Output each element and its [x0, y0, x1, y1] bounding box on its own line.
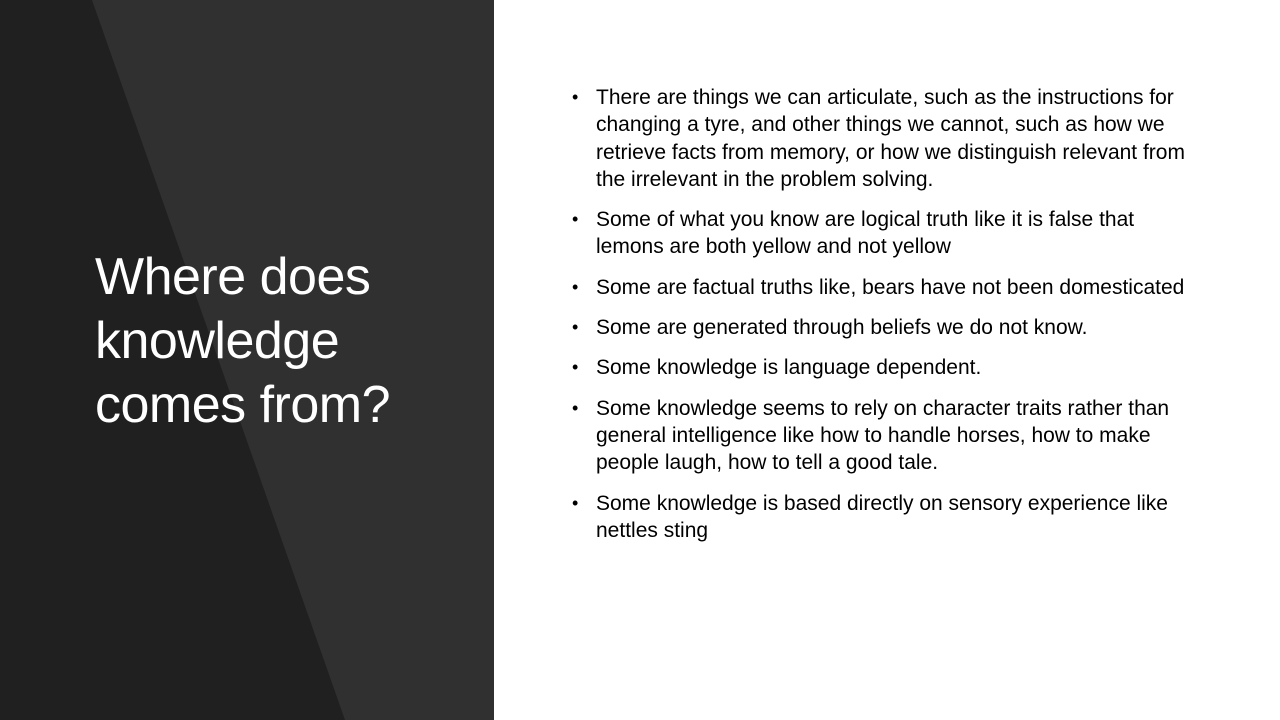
bullet-text: Some are factual truths like, bears have not been domesticated: [596, 275, 1185, 299]
bullet-item: [572, 490, 1202, 545]
bullet-list: [572, 84, 1202, 557]
bullet-item: [572, 274, 1202, 301]
bullet-dot-icon: •: [572, 357, 579, 378]
bullet-text: Some of what you know are logical truth like it is false that lemons are both yellow and not yellow: [596, 208, 1135, 259]
slide-title: [95, 245, 475, 437]
bullet-item: [572, 395, 1202, 477]
bullet-text: Some knowledge is based directly on sensory experience like nettles sting: [596, 491, 1168, 542]
slide-title-line-3: comes from?: [95, 376, 391, 434]
bullet-text: Some are generated through beliefs we do not know.: [596, 316, 1088, 340]
bullet-item: [572, 354, 1202, 381]
slide-title-line-1: Where does: [95, 248, 371, 306]
bullet-text: Some knowledge is language dependent.: [596, 356, 982, 380]
bullet-item: [572, 206, 1202, 261]
bullet-dot-icon: •: [572, 317, 579, 338]
title-panel: [0, 0, 494, 720]
bullet-item: [572, 314, 1202, 341]
bullet-text: Some knowledge seems to rely on character traits rather than general intelligence like how to handle horses, how to make people laugh, how to tell a good tale.: [596, 396, 1170, 475]
bullet-dot-icon: •: [572, 87, 579, 107]
bullet-dot-icon: •: [572, 276, 579, 297]
bullet-item: [572, 84, 1202, 193]
bullet-dot-icon: •: [572, 209, 579, 230]
bullet-dot-icon: •: [572, 492, 579, 513]
bullet-dot-icon: •: [572, 397, 579, 418]
bullet-text: There are things we can articulate, such as the instructions for changing a tyre, and other things we cannot, such as how we retrieve facts from memory, or how we distinguish relevant from the irrelevant in the problem solving.: [596, 86, 1185, 191]
slide-title-line-2: knowledge: [95, 312, 340, 370]
